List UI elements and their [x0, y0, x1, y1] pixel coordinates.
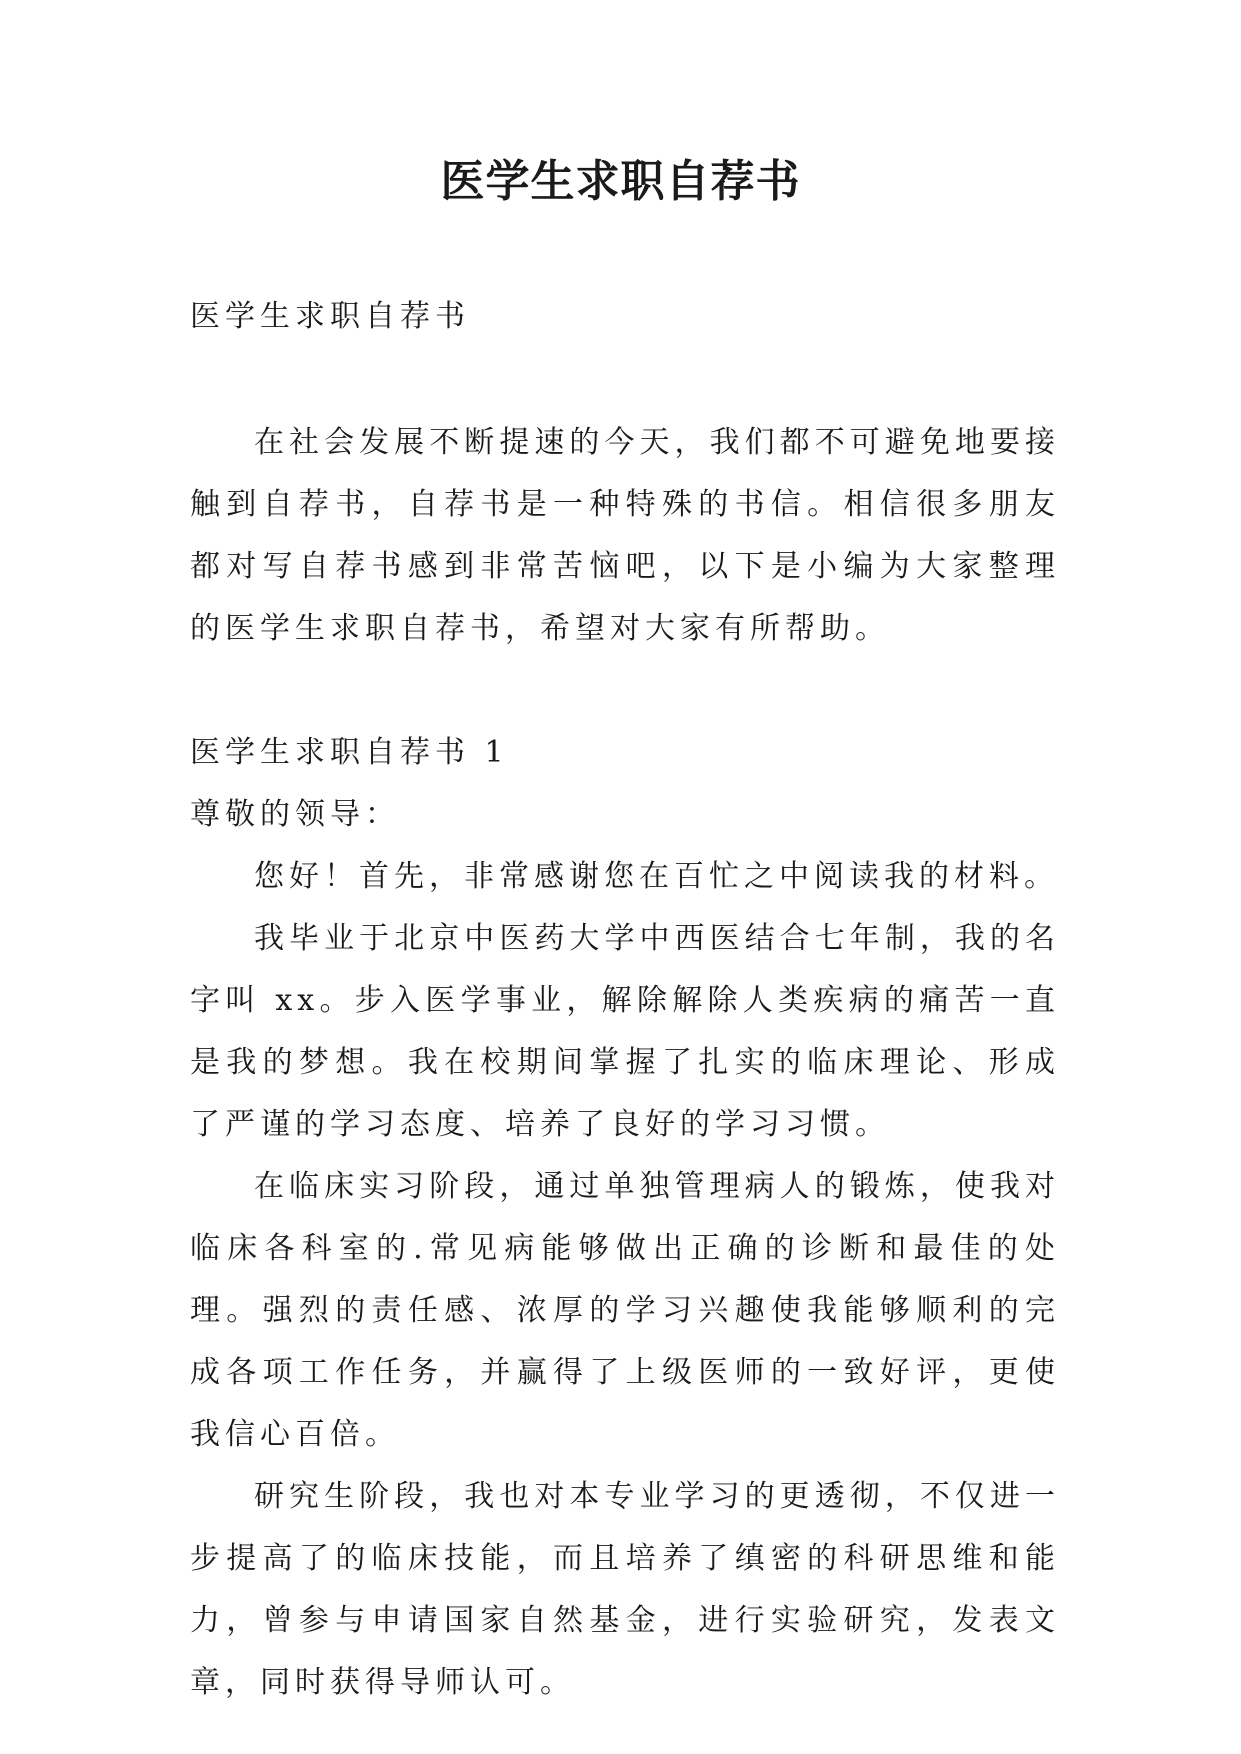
- document-subtitle: 医学生求职自荐书: [190, 299, 470, 334]
- body-paragraph-3: 在临床实习阶段，通过单独管理病人的锻炼，使我对临床各科室的.常见病能够做出正确的诊断和最佳的处理。强烈的责任感、浓厚的学习兴趣使我能够顺利的完成各项工作任务，并赢得了上级医师的一致好评，更使我信心百倍。: [190, 1169, 1060, 1452]
- body-paragraph-1: 您好！首先，非常感谢您在百忙之中阅读我的材料。: [254, 859, 1059, 894]
- spacer: [190, 660, 1060, 722]
- body-paragraph-4: 研究生阶段，我也对本专业学习的更透彻，不仅进一步提高了的临床技能，而且培养了缜密的科研思维和能力，曾参与申请国家自然基金，进行实验研究，发表文章，同时获得导师认可。: [190, 1479, 1060, 1700]
- salutation: 尊敬的领导：: [190, 797, 400, 832]
- document-body: [190, 286, 1060, 1714]
- spacer: [190, 348, 1060, 412]
- body-paragraph-2: 我毕业于北京中医药大学中西医结合七年制，我的名字叫 xx。步入医学事业，解除解除人类疾病的痛苦一直是我的梦想。我在校期间掌握了扎实的临床理论、形成了严谨的学习态度、培养了良好的学习习惯。: [190, 921, 1060, 1142]
- section-heading: 医学生求职自荐书 1: [190, 735, 509, 770]
- document-title: 医学生求职自荐书: [440, 156, 801, 207]
- intro-paragraph: 在社会发展不断提速的今天，我们都不可避免地要接触到自荐书，自荐书是一种特殊的书信。相信很多朋友都对写自荐书感到非常苦恼吧，以下是小编为大家整理的医学生求职自荐书，希望对大家有所帮助。: [190, 425, 1060, 646]
